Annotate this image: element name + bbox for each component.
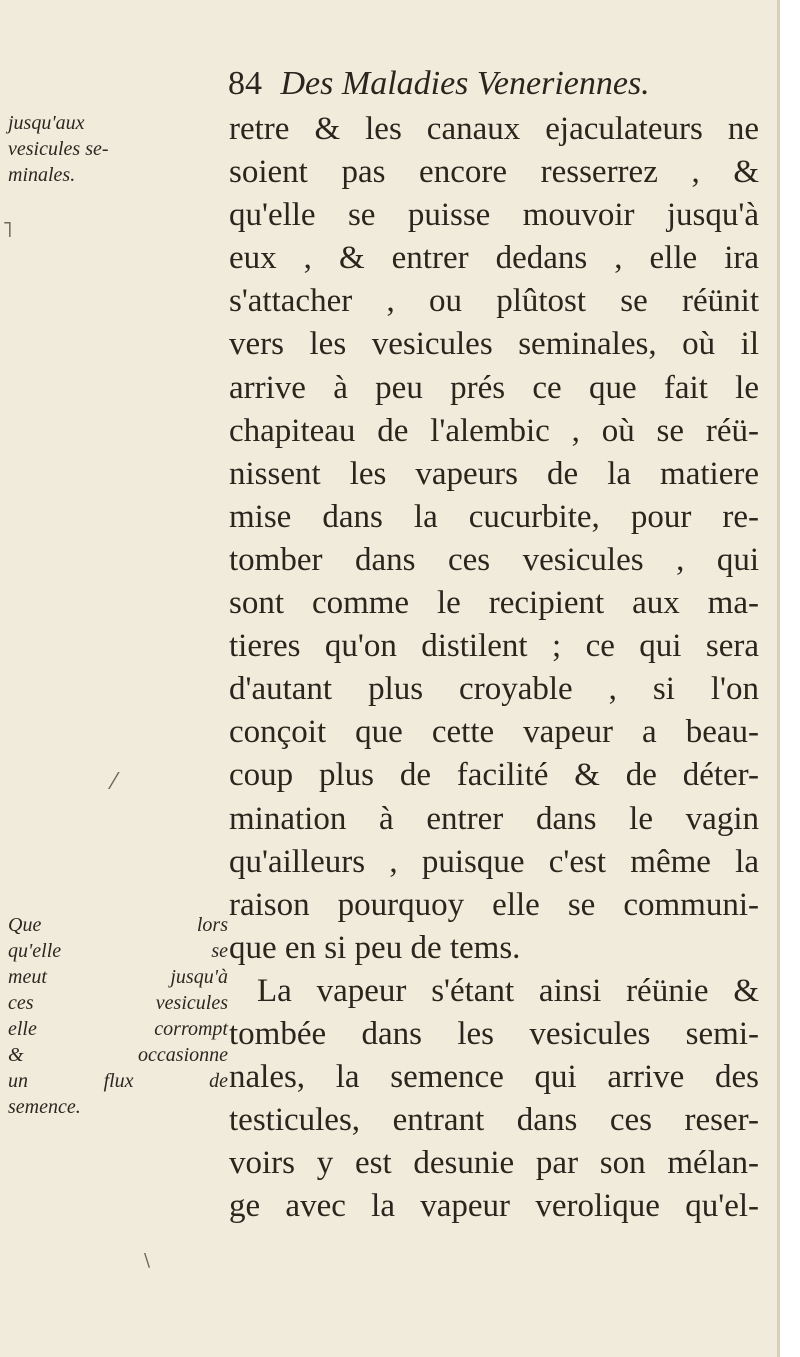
text-line: d'autant plus croyable , si l'on <box>229 671 759 708</box>
text-line: nales, la semence qui arrive des <box>229 1059 759 1096</box>
text-line: que en si peu de tems. <box>229 929 521 966</box>
text-line: vers les vesicules seminales, où il <box>229 326 759 363</box>
margin-note-line: semence. <box>8 1096 81 1118</box>
text-line: eux , & entrer dedans , elle ira <box>229 240 759 277</box>
margin-note-line: elle corrompt <box>8 1018 228 1040</box>
page-number: 84 <box>228 65 262 102</box>
text-line: qu'ailleurs , puisque c'est même la <box>229 843 759 880</box>
text-line: chapiteau de l'alembic , où se réü- <box>229 412 759 449</box>
text-line: voirs y est desunie par son mélan- <box>229 1145 759 1182</box>
running-title: Des Maladies Veneriennes. <box>280 65 650 102</box>
text-line: nissent les vapeurs de la matiere <box>229 455 759 492</box>
body-text <box>229 108 759 1228</box>
text-line: coup plus de facilité & de déter- <box>229 757 759 794</box>
stray-ink-mark: ⁄ <box>112 770 116 795</box>
margin-note-line: qu'elle se <box>8 940 228 962</box>
text-line: La vapeur s'étant ainsi réünie & <box>257 972 759 1009</box>
text-line: mise dans la cucurbite, pour re- <box>229 498 759 535</box>
text-line: testicules, entrant dans ces reser- <box>229 1102 759 1139</box>
text-line: raison pourquoy elle se communi- <box>229 886 759 923</box>
stray-ink-mark: ˥ <box>2 218 13 243</box>
margin-note-line: Que lors <box>8 914 228 936</box>
margin-note-line: un flux de <box>8 1070 228 1092</box>
text-line: tomber dans ces vesicules , qui <box>229 541 759 578</box>
margin-note-line: & occasionne <box>8 1044 228 1066</box>
text-line: soient pas encore resserrez , & <box>229 154 759 191</box>
text-line: conçoit que cette vapeur a beau- <box>229 714 759 751</box>
margin-note-line: minales. <box>8 164 76 186</box>
text-line: s'attacher , ou plûtost se réünit <box>229 283 759 320</box>
margin-note-vesicules <box>8 110 228 188</box>
text-line: tieres qu'on distilent ; ce qui sera <box>229 628 759 665</box>
page-header <box>228 62 650 106</box>
text-line: mination à entrer dans le vagin <box>229 800 759 837</box>
text-line: arrive à peu prés ce que fait le <box>229 369 759 406</box>
stray-ink-mark: \ <box>144 1250 151 1271</box>
margin-note-flux <box>8 912 228 1120</box>
text-line: retre & les canaux ejaculateurs ne <box>229 111 759 147</box>
text-line: sont comme le recipient aux ma- <box>229 585 759 622</box>
margin-note-line: jusqu'aux <box>8 112 85 134</box>
margin-note-line: ces vesicules <box>8 992 228 1014</box>
text-line: ge avec la vapeur verolique qu'el- <box>229 1188 759 1225</box>
margin-note-line: meut jusqu'à <box>8 966 228 988</box>
margin-note-line: vesicules se- <box>8 138 109 160</box>
text-line: tombée dans les vesicules semi- <box>229 1015 759 1052</box>
text-line: qu'elle se puisse mouvoir jusqu'à <box>229 197 759 234</box>
